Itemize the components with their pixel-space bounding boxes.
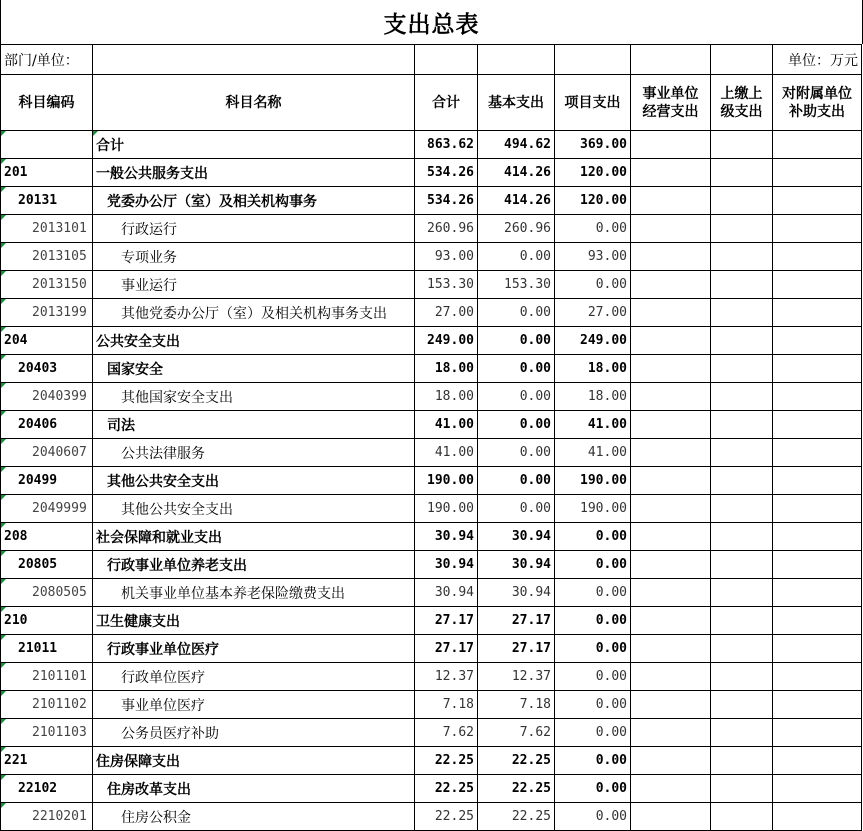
cell-upper[interactable] — [711, 495, 773, 523]
cell-business[interactable] — [631, 159, 711, 187]
cell-business[interactable] — [631, 747, 711, 775]
cell-basic[interactable]: 0.00 — [478, 495, 555, 523]
cell-basic[interactable]: 27.17 — [478, 607, 555, 635]
cell-upper[interactable] — [711, 467, 773, 495]
cell-upper[interactable] — [711, 411, 773, 439]
cell-upper[interactable] — [711, 663, 773, 691]
cell-name[interactable]: 卫生健康支出 — [93, 607, 415, 635]
cell-code[interactable]: 2101103 — [1, 719, 93, 747]
cell-basic[interactable]: 22.25 — [478, 803, 555, 831]
cell-total[interactable]: 18.00 — [415, 383, 478, 411]
cell-subsidy[interactable] — [773, 411, 862, 439]
cell-name[interactable]: 事业单位医疗 — [93, 691, 415, 719]
cell-project[interactable]: 120.00 — [555, 187, 631, 215]
cell-business[interactable] — [631, 691, 711, 719]
cell-subsidy[interactable] — [773, 775, 862, 803]
cell-total[interactable]: 260.96 — [415, 215, 478, 243]
cell-total[interactable]: 249.00 — [415, 327, 478, 355]
cell-project[interactable]: 190.00 — [555, 467, 631, 495]
cell-project[interactable]: 0.00 — [555, 635, 631, 663]
cell-business[interactable] — [631, 607, 711, 635]
cell-code[interactable]: 2040607 — [1, 439, 93, 467]
expenditure-table — [0, 44, 862, 831]
unit-label: 单位：万元 — [773, 45, 862, 75]
cell-basic[interactable]: 27.17 — [478, 635, 555, 663]
comment-marker-icon — [1, 383, 6, 388]
header-project: 项目支出 — [555, 75, 631, 131]
cell-upper[interactable] — [711, 327, 773, 355]
cell-business[interactable] — [631, 439, 711, 467]
cell-code[interactable]: 20131 — [1, 187, 93, 215]
comment-marker-icon — [1, 663, 6, 668]
cell-name[interactable]: 公务员医疗补助 — [93, 719, 415, 747]
cell-basic[interactable]: 414.26 — [478, 187, 555, 215]
cell-code[interactable]: 204 — [1, 327, 93, 355]
cell-subsidy[interactable] — [773, 747, 862, 775]
cell-business[interactable] — [631, 411, 711, 439]
cell-total[interactable]: 41.00 — [415, 411, 478, 439]
cell-project[interactable]: 0.00 — [555, 215, 631, 243]
cell-subsidy[interactable] — [773, 159, 862, 187]
cell-project[interactable]: 0.00 — [555, 579, 631, 607]
cell-name[interactable]: 行政事业单位医疗 — [93, 635, 415, 663]
cell-upper[interactable] — [711, 131, 773, 159]
comment-marker-icon — [1, 131, 6, 136]
cell-upper[interactable] — [711, 747, 773, 775]
cell-code[interactable]: 2049999 — [1, 495, 93, 523]
cell-code[interactable]: 2080505 — [1, 579, 93, 607]
header-upper — [711, 75, 773, 131]
cell-subsidy[interactable] — [773, 215, 862, 243]
cell-business[interactable] — [631, 215, 711, 243]
cell-subsidy[interactable] — [773, 719, 862, 747]
comment-marker-icon — [1, 551, 6, 556]
table-row — [1, 775, 862, 803]
cell-subsidy[interactable] — [773, 607, 862, 635]
cell-project[interactable]: 18.00 — [555, 383, 631, 411]
cell-project[interactable]: 0.00 — [555, 719, 631, 747]
unit-blank-5 — [711, 45, 773, 75]
cell-project[interactable]: 0.00 — [555, 691, 631, 719]
cell-total[interactable]: 863.62 — [415, 131, 478, 159]
comment-marker-icon — [1, 775, 6, 780]
header-business-line1: 事业单位 — [642, 85, 699, 102]
cell-project[interactable]: 41.00 — [555, 439, 631, 467]
header-subsidy-line1: 对附属单位 — [782, 85, 852, 102]
table-row — [1, 607, 862, 635]
cell-basic[interactable]: 414.26 — [478, 159, 555, 187]
cell-subsidy[interactable] — [773, 803, 862, 831]
cell-name[interactable]: 其他党委办公厅（室）及相关机构事务支出 — [93, 299, 415, 327]
cell-project[interactable]: 0.00 — [555, 747, 631, 775]
header-subsidy-line2: 补助支出 — [789, 103, 845, 120]
cell-upper[interactable] — [711, 607, 773, 635]
cell-name[interactable]: 社会保障和就业支出 — [93, 523, 415, 551]
header-name: 科目名称 — [93, 75, 415, 131]
cell-code[interactable]: 20403 — [1, 355, 93, 383]
cell-business[interactable] — [631, 663, 711, 691]
cell-total[interactable]: 30.94 — [415, 579, 478, 607]
cell-subsidy[interactable] — [773, 383, 862, 411]
cell-name[interactable]: 其他公共安全支出 — [93, 467, 415, 495]
cell-code[interactable]: 2101101 — [1, 663, 93, 691]
cell-code[interactable]: 22102 — [1, 775, 93, 803]
cell-total[interactable]: 27.00 — [415, 299, 478, 327]
table-row — [1, 635, 862, 663]
cell-basic[interactable]: 0.00 — [478, 467, 555, 495]
cell-upper[interactable] — [711, 719, 773, 747]
table-row — [1, 747, 862, 775]
cell-subsidy[interactable] — [773, 579, 862, 607]
cell-business[interactable] — [631, 243, 711, 271]
cell-code[interactable]: 201 — [1, 159, 93, 187]
cell-total[interactable]: 18.00 — [415, 355, 478, 383]
comment-marker-icon — [1, 579, 6, 584]
cell-subsidy[interactable] — [773, 327, 862, 355]
table-row — [1, 299, 862, 327]
cell-name[interactable]: 行政单位医疗 — [93, 663, 415, 691]
cell-basic[interactable]: 30.94 — [478, 551, 555, 579]
cell-subsidy[interactable] — [773, 271, 862, 299]
cell-code[interactable]: 2013199 — [1, 299, 93, 327]
comment-marker-icon — [1, 411, 6, 416]
cell-business[interactable] — [631, 579, 711, 607]
cell-total[interactable]: 93.00 — [415, 243, 478, 271]
comment-marker-icon — [1, 607, 6, 612]
table-row — [1, 691, 862, 719]
cell-upper[interactable] — [711, 635, 773, 663]
cell-name[interactable]: 司法 — [93, 411, 415, 439]
cell-business[interactable] — [631, 355, 711, 383]
cell-total[interactable]: 534.26 — [415, 159, 478, 187]
cell-total[interactable]: 22.25 — [415, 775, 478, 803]
cell-project[interactable]: 41.00 — [555, 411, 631, 439]
cell-basic[interactable]: 22.25 — [478, 775, 555, 803]
cell-code[interactable]: 221 — [1, 747, 93, 775]
cell-project[interactable]: 93.00 — [555, 243, 631, 271]
cell-upper[interactable] — [711, 159, 773, 187]
cell-total[interactable]: 30.94 — [415, 551, 478, 579]
comment-marker-icon — [1, 467, 6, 472]
cell-code[interactable]: 2013101 — [1, 215, 93, 243]
comment-marker-icon — [1, 523, 6, 528]
cell-project[interactable]: 18.00 — [555, 355, 631, 383]
cell-basic[interactable]: 0.00 — [478, 355, 555, 383]
unit-blank-4 — [631, 45, 711, 75]
header-total: 合计 — [415, 75, 478, 131]
cell-basic[interactable]: 153.30 — [478, 271, 555, 299]
cell-total[interactable]: 534.26 — [415, 187, 478, 215]
cell-subsidy[interactable] — [773, 495, 862, 523]
cell-business[interactable] — [631, 327, 711, 355]
cell-project[interactable]: 249.00 — [555, 327, 631, 355]
cell-project[interactable]: 0.00 — [555, 551, 631, 579]
cell-code[interactable] — [1, 131, 93, 159]
cell-upper[interactable] — [711, 803, 773, 831]
table-row — [1, 327, 862, 355]
table-row — [1, 579, 862, 607]
comment-marker-icon — [1, 747, 6, 752]
comment-marker-icon — [1, 243, 6, 248]
cell-basic[interactable]: 22.25 — [478, 747, 555, 775]
cell-basic[interactable]: 7.18 — [478, 691, 555, 719]
table-row — [1, 439, 862, 467]
cell-project[interactable]: 190.00 — [555, 495, 631, 523]
cell-business[interactable] — [631, 187, 711, 215]
comment-marker-icon — [1, 271, 6, 276]
cell-business[interactable] — [631, 775, 711, 803]
header-row — [1, 75, 862, 131]
cell-business[interactable] — [631, 271, 711, 299]
cell-basic[interactable]: 30.94 — [478, 523, 555, 551]
table-row — [1, 215, 862, 243]
table-row — [1, 523, 862, 551]
table-title: 支出总表 — [0, 0, 863, 44]
cell-basic[interactable]: 494.62 — [478, 131, 555, 159]
header-upper-line1: 上缴上 — [720, 85, 763, 102]
cell-upper[interactable] — [711, 551, 773, 579]
cell-code[interactable]: 20499 — [1, 467, 93, 495]
cell-code[interactable]: 2013105 — [1, 243, 93, 271]
cell-total[interactable]: 22.25 — [415, 803, 478, 831]
table-row — [1, 663, 862, 691]
cell-total[interactable]: 12.37 — [415, 663, 478, 691]
cell-subsidy[interactable] — [773, 355, 862, 383]
cell-name[interactable]: 行政运行 — [93, 215, 415, 243]
table-row — [1, 383, 862, 411]
cell-total[interactable]: 190.00 — [415, 467, 478, 495]
cell-upper[interactable] — [711, 383, 773, 411]
cell-upper[interactable] — [711, 691, 773, 719]
header-business-line2: 经营支出 — [642, 103, 699, 120]
cell-business[interactable] — [631, 523, 711, 551]
cell-subsidy[interactable] — [773, 467, 862, 495]
cell-name[interactable]: 住房改革支出 — [93, 775, 415, 803]
cell-upper[interactable] — [711, 355, 773, 383]
cell-basic[interactable]: 0.00 — [478, 411, 555, 439]
table-row — [1, 159, 862, 187]
cell-subsidy[interactable] — [773, 131, 862, 159]
table-row — [1, 271, 862, 299]
cell-code[interactable]: 208 — [1, 523, 93, 551]
cell-code[interactable]: 20805 — [1, 551, 93, 579]
table-row — [1, 803, 862, 831]
comment-marker-icon — [1, 635, 6, 640]
header-business — [631, 75, 711, 131]
cell-subsidy[interactable] — [773, 691, 862, 719]
cell-total[interactable]: 7.18 — [415, 691, 478, 719]
cell-basic[interactable]: 7.62 — [478, 719, 555, 747]
cell-total[interactable]: 190.00 — [415, 495, 478, 523]
cell-name[interactable]: 国家安全 — [93, 355, 415, 383]
table-row — [1, 243, 862, 271]
cell-business[interactable] — [631, 635, 711, 663]
cell-project[interactable]: 0.00 — [555, 775, 631, 803]
cell-business[interactable] — [631, 551, 711, 579]
table-row — [1, 551, 862, 579]
cell-project[interactable]: 27.00 — [555, 299, 631, 327]
table-row — [1, 131, 862, 159]
cell-name[interactable]: 机关事业单位基本养老保险缴费支出 — [93, 579, 415, 607]
cell-upper[interactable] — [711, 187, 773, 215]
comment-marker-icon — [93, 131, 98, 136]
comment-marker-icon — [1, 719, 6, 724]
cell-total[interactable]: 22.25 — [415, 747, 478, 775]
cell-basic[interactable]: 0.00 — [478, 439, 555, 467]
comment-marker-icon — [1, 215, 6, 220]
cell-code[interactable]: 2013150 — [1, 271, 93, 299]
cell-upper[interactable] — [711, 271, 773, 299]
cell-basic[interactable]: 0.00 — [478, 299, 555, 327]
cell-business[interactable] — [631, 131, 711, 159]
cell-subsidy[interactable] — [773, 663, 862, 691]
cell-subsidy[interactable] — [773, 187, 862, 215]
cell-subsidy[interactable] — [773, 551, 862, 579]
cell-code[interactable]: 2040399 — [1, 383, 93, 411]
comment-marker-icon — [1, 187, 6, 192]
cell-subsidy[interactable] — [773, 635, 862, 663]
cell-code[interactable]: 2101102 — [1, 691, 93, 719]
comment-marker-icon — [1, 299, 6, 304]
cell-name[interactable]: 一般公共服务支出 — [93, 159, 415, 187]
cell-name[interactable]: 住房公积金 — [93, 803, 415, 831]
cell-name[interactable]: 住房保障支出 — [93, 747, 415, 775]
cell-project[interactable]: 0.00 — [555, 803, 631, 831]
unit-blank-2 — [478, 45, 555, 75]
table-row — [1, 467, 862, 495]
comment-marker-icon — [1, 803, 6, 808]
cell-subsidy[interactable] — [773, 299, 862, 327]
unit-blank-3 — [555, 45, 631, 75]
cell-business[interactable] — [631, 383, 711, 411]
unit-blank-1 — [415, 45, 478, 75]
cell-total[interactable]: 27.17 — [415, 635, 478, 663]
dept-label: 部门/单位： — [1, 45, 93, 75]
cell-basic[interactable]: 0.00 — [478, 383, 555, 411]
cell-upper[interactable] — [711, 215, 773, 243]
cell-business[interactable] — [631, 719, 711, 747]
cell-code[interactable]: 2210201 — [1, 803, 93, 831]
cell-upper[interactable] — [711, 439, 773, 467]
cell-code[interactable]: 20406 — [1, 411, 93, 439]
cell-subsidy[interactable] — [773, 523, 862, 551]
table-row — [1, 719, 862, 747]
cell-code[interactable]: 21011 — [1, 635, 93, 663]
cell-name[interactable]: 行政事业单位养老支出 — [93, 551, 415, 579]
cell-upper[interactable] — [711, 775, 773, 803]
cell-upper[interactable] — [711, 523, 773, 551]
comment-marker-icon — [1, 691, 6, 696]
cell-subsidy[interactable] — [773, 439, 862, 467]
cell-total[interactable]: 27.17 — [415, 607, 478, 635]
cell-name[interactable]: 其他公共安全支出 — [93, 495, 415, 523]
comment-marker-icon — [1, 355, 6, 360]
header-subsidy — [773, 75, 862, 131]
cell-upper[interactable] — [711, 243, 773, 271]
header-code: 科目编码 — [1, 75, 93, 131]
cell-total[interactable]: 7.62 — [415, 719, 478, 747]
cell-subsidy[interactable] — [773, 243, 862, 271]
cell-basic[interactable]: 0.00 — [478, 243, 555, 271]
table-row — [1, 355, 862, 383]
cell-total[interactable]: 30.94 — [415, 523, 478, 551]
cell-name[interactable]: 合计 — [93, 131, 415, 159]
table-row — [1, 187, 862, 215]
table-row — [1, 495, 862, 523]
cell-name[interactable]: 公共法律服务 — [93, 439, 415, 467]
cell-name[interactable]: 党委办公厅（室）及相关机构事务 — [93, 187, 415, 215]
comment-marker-icon — [1, 439, 6, 444]
cell-total[interactable]: 153.30 — [415, 271, 478, 299]
unit-row — [1, 45, 862, 75]
cell-project[interactable]: 0.00 — [555, 607, 631, 635]
comment-marker-icon — [1, 327, 6, 332]
cell-total[interactable]: 41.00 — [415, 439, 478, 467]
table-row — [1, 411, 862, 439]
cell-basic[interactable]: 0.00 — [478, 327, 555, 355]
cell-upper[interactable] — [711, 299, 773, 327]
cell-name[interactable]: 公共安全支出 — [93, 327, 415, 355]
cell-business[interactable] — [631, 299, 711, 327]
cell-project[interactable]: 0.00 — [555, 663, 631, 691]
cell-name[interactable]: 专项业务 — [93, 243, 415, 271]
cell-business[interactable] — [631, 495, 711, 523]
cell-business[interactable] — [631, 467, 711, 495]
cell-project[interactable]: 0.00 — [555, 523, 631, 551]
header-upper-line2: 级支出 — [720, 103, 763, 120]
comment-marker-icon — [1, 495, 6, 500]
cell-basic[interactable]: 12.37 — [478, 663, 555, 691]
cell-code[interactable]: 210 — [1, 607, 93, 635]
comment-marker-icon — [1, 159, 6, 164]
header-basic: 基本支出 — [478, 75, 555, 131]
cell-basic[interactable]: 30.94 — [478, 579, 555, 607]
cell-project[interactable]: 0.00 — [555, 271, 631, 299]
cell-business[interactable] — [631, 803, 711, 831]
cell-basic[interactable]: 260.96 — [478, 215, 555, 243]
cell-project[interactable]: 120.00 — [555, 159, 631, 187]
cell-project[interactable]: 369.00 — [555, 131, 631, 159]
cell-name[interactable]: 事业运行 — [93, 271, 415, 299]
dept-cell[interactable] — [93, 45, 415, 75]
cell-name[interactable]: 其他国家安全支出 — [93, 383, 415, 411]
cell-upper[interactable] — [711, 579, 773, 607]
